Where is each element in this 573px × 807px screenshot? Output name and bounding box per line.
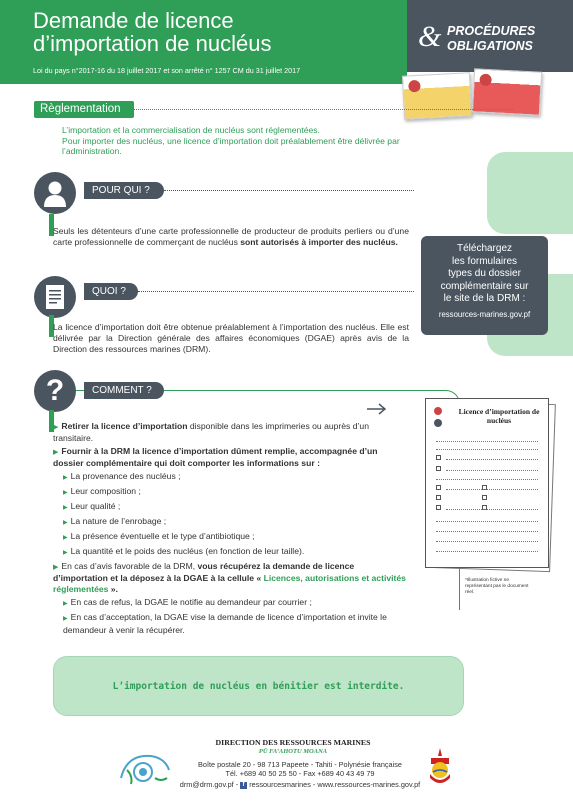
arrow-right-icon [366, 402, 388, 416]
list-item: ▶ Retirer la licence d’importation disponible dans les imprimeries ou auprès d’un transitaire. [53, 421, 369, 443]
section-label-comment: COMMENT ? [84, 382, 164, 399]
list-item: ▶ La présence éventuelle et le type d’antibiotique ; [63, 531, 255, 541]
download-box: Téléchargez les formulaires types du dossier complémentaire sur le site de la DRM : ressources-marines.gov.pf [421, 236, 548, 335]
ampersand: & [418, 20, 442, 53]
list-item: ▶ Fournir à la DRM la licence d’importation dûment remplie, accompagnée d’un dossier complémentaire qui doit comporter les informations sur : [53, 446, 378, 468]
email-link[interactable]: drm@drm.gov.pf - [179, 780, 241, 789]
comment-steps [53, 421, 410, 638]
website-link[interactable]: ressourcesmarines - www.ressources-marines.gov.pf [249, 780, 421, 789]
organization-name: DIRECTION DES RESSOURCES MARINES [215, 738, 371, 747]
divider [138, 291, 414, 292]
reglementation-label: Règlementation [34, 101, 134, 118]
license-form-illustration [425, 398, 549, 568]
divider [134, 109, 513, 110]
badge-text: PROCÉDURES OBLIGATIONS [447, 24, 536, 53]
drm-logo [113, 748, 173, 788]
person-icon [34, 172, 76, 214]
list-item: ▶ Leur qualité ; [63, 501, 121, 511]
facebook-icon: f [240, 782, 247, 789]
page-title: Demande de licence d’importation de nucléus [33, 8, 272, 56]
form-title: Licence d’importation de nucléus [458, 407, 540, 425]
quoi-text: La licence d’importation doit être obtenue préalablement à l’importation des nucléus. Elle est délivrée par la Direction générale des affaires économiques (DGAE) après avis de la Direction des ressources marines (DRM). [53, 322, 409, 354]
list-item: ▶ Leur composition ; [63, 486, 141, 496]
reglementation-text: L’importation et la commercialisation de nucléus sont réglementées. Pour importer des nucléus, une licence d’importation doit préalablement être délivrée par l’administration. [62, 125, 400, 156]
divider [164, 190, 414, 191]
section-label-quoi: QUOI ? [84, 283, 138, 300]
list-item: ▶ En cas d’acceptation, la DGAE vise la demande de licence d’importation et invite le demandeur à venir la récupérer. [63, 612, 387, 635]
question-mark-icon: ? [34, 370, 76, 412]
polynesia-emblem [425, 746, 455, 784]
legal-reference: Loi du pays n°2017-16 du 18 juillet 2017 et son arrêté n° 1257 CM du 31 juillet 2017 [33, 66, 301, 75]
prohibition-banner: L’importation de nucléus en bénitier est interdite. [53, 656, 464, 716]
professional-card-producer-image [402, 72, 472, 119]
section-label-pour-qui: POUR QUI ? [84, 182, 164, 199]
list-item: ▶ En cas d’avis favorable de la DRM, vous récupérez la demande de licence d’importation et la déposez à la DGAE à la cellule « Licences, autorisations et activités réglementées ». [53, 561, 406, 594]
phone: Tél. +689 40 50 25 50 - Fax +689 40 43 49 79 [225, 769, 375, 778]
contact-line [170, 780, 430, 789]
emblem-icon [434, 407, 442, 415]
list-item: ▶ La nature de l’enrobage ; [63, 516, 167, 526]
decorative-shape [487, 152, 573, 234]
list-item: ▶ La provenance des nucléus ; [63, 471, 181, 481]
pour-qui-text: Seuls les détenteurs d’une carte professionnelle de producteur de produits perliers ou d’une carte professionnelle de commerçant de nucléus sont autorisés à importer des nucléus. [53, 226, 409, 247]
list-item: ▶ La quantité et le poids des nucléus (en fonction de leur taille). [63, 546, 305, 556]
document-icon [34, 276, 76, 318]
list-item: ▶ En cas de refus, la DGAE le notifie au demandeur par courrier ; [63, 597, 312, 607]
illustration-note: *Illustration fictive ne représentant pas le document réel. [465, 578, 529, 595]
download-link[interactable]: ressources-marines.gov.pf [438, 309, 531, 319]
organization-subtitle: PŪ FA’AHOTU MOANA [258, 748, 328, 755]
emblem-icon [434, 419, 442, 427]
address: Boîte postale 20 - 98 713 Papeete - Tahiti - Polynésie française [198, 760, 402, 769]
